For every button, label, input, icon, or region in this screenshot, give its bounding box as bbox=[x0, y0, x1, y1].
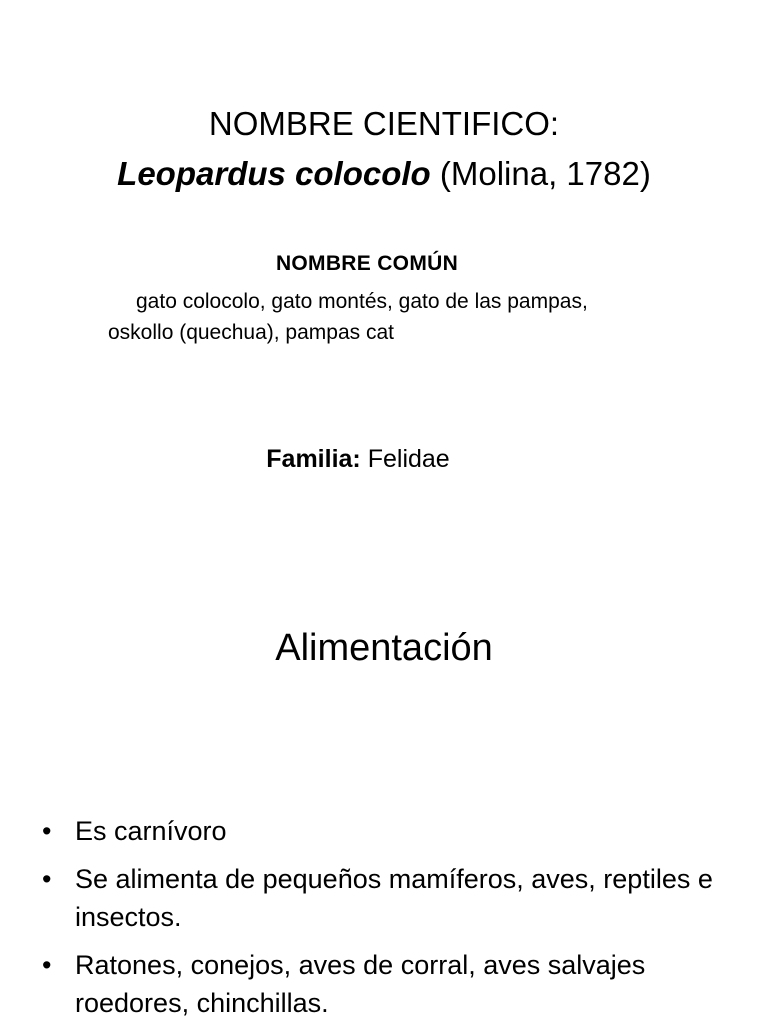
bullet-icon: • bbox=[42, 950, 52, 980]
scientific-name-heading: NOMBRE CIENTIFICO: bbox=[208, 105, 560, 142]
bullet-item bbox=[40, 860, 730, 936]
section-title: Alimentación bbox=[275, 627, 493, 669]
bullet-text: Es carnívoro bbox=[75, 816, 227, 846]
bullet-text: Ratones, conejos, aves de corral, aves salvajes roedores, chinchillas. bbox=[75, 950, 646, 1018]
family-label: Familia: bbox=[266, 445, 361, 473]
bullet-text: Se alimenta de pequeños mamíferos, aves, reptiles e insectos. bbox=[75, 864, 713, 932]
scientific-name-line bbox=[0, 152, 768, 196]
scientific-name: Leopardus colocolo bbox=[117, 155, 431, 192]
bullet-icon: • bbox=[42, 864, 52, 894]
scientific-authority: (Molina, 1782) bbox=[430, 155, 651, 192]
bullet-list bbox=[40, 812, 730, 1024]
common-name-heading: NOMBRE COMÚN bbox=[275, 252, 459, 275]
bullet-item bbox=[40, 946, 730, 1022]
bullet-icon: • bbox=[42, 816, 52, 846]
family-value: Felidae bbox=[360, 445, 450, 473]
bullet-item bbox=[40, 812, 730, 850]
common-names-text: gato colocolo, gato montés, gato de las pampas, oskollo (quechua), pampas cat bbox=[108, 290, 588, 344]
family-line bbox=[0, 441, 716, 477]
